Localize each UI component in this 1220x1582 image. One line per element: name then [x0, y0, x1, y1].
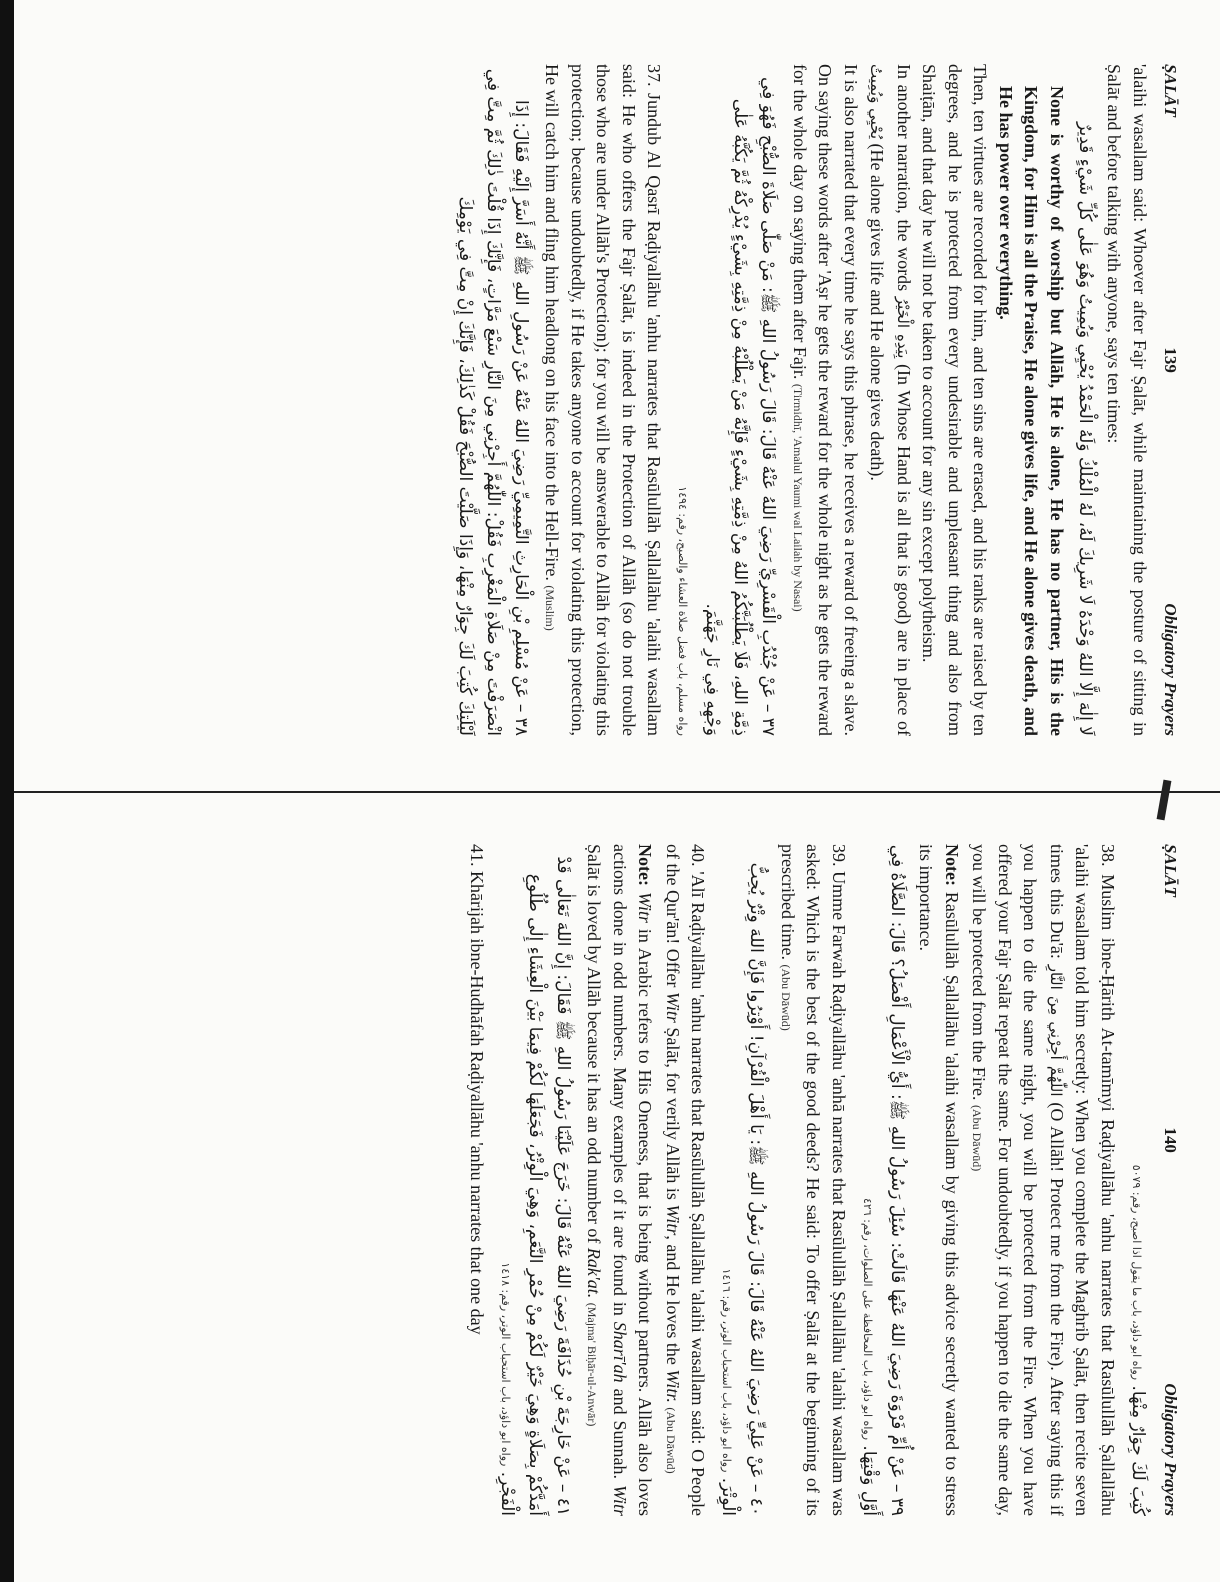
arabic-inline-dua: اللّٰهُمَّ أَجِرْنِي مِنَ النَّارِ	[1047, 964, 1065, 1097]
witr-term: Witr.	[663, 1369, 683, 1403]
paragraph-narration	[863, 64, 916, 736]
hadith-40-text-b: Ṣalāt, for verily Allāh is	[663, 1027, 683, 1200]
paragraph-virtues: Then, ten virtues are recorded for him, and ten sins are erased, and his ranks are raised by ten degrees, and he is protected from every undesirable and unpleasant thing and also from Shaiṭān, and that day he will not be taken to account for any sin except polytheism.	[919, 64, 991, 736]
binding-edge	[0, 0, 14, 1582]
hadith-39-text: 39. Umme Farwah Raḍiyallāhu 'anhā narrates that Rasūlullāh Ṣallallāhu 'alaihi wasallam was asked: Which is the best of the good deeds? He said: To offer Ṣalāt at the beginning of its prescribed time.	[778, 844, 849, 1516]
rakat-term: Rak'at.	[584, 1247, 605, 1299]
note-38	[913, 844, 964, 1516]
page-number: 140	[1161, 1127, 1180, 1153]
citation: (Abu Dāwūd)	[664, 1407, 678, 1474]
note-text-c: Ṣalāt is loved by Allāh because it has an odd number of	[584, 844, 605, 1244]
arabic-reference-38: رواه ابو داؤد، باب ما يقول اذا اصبح، رقم: ٥٠٧٩	[1130, 1164, 1143, 1381]
arabic-41-text: ٤١ – عَنْ خَارِجَةَ بْنِ حُذَافَةَ رَضِيَ اللهُ عَنْهُ قَالَ: خَرَجَ عَلَيْنَا رَسُولُ اللهِ ﷺ فَقَالَ: إِنَّ اللهَ تَعَالٰى قَدْ أَمَدَّكُمْ بِصَلَاةٍ وَهِيَ خَيْرٌ لَكُمْ مِنْ حُمْرِ النَّعَمِ، وَهِيَ الْوِتْرُ، فَجَعَلَهَا لَكُمْ فِيمَا بَيْنَ الْعِشَاءِ إِلٰى طُلُوعِ الْفَجْرِ.	[497, 856, 573, 1516]
arabic-39-text: ٣٩ – عَنْ أُمِّ فَرْوَةَ رَضِيَ اللهُ عَنْهَا قَالَتْ: سُئِلَ رَسُولُ اللهِ ﷺ: أَيُّ الْأَعْمَالِ أَفْضَلُ؟ قَالَ: الصَّلَاةُ فِي أَوَّلِ وَقْتِهَا.	[859, 844, 907, 1516]
dua-translation: None is worthy of worship but Allāh, He is alone, He has no partner, His is the Kingdom, for Him is all the Praise, He alone gives life, and He alone gives death, and He has power over everything.	[996, 86, 1067, 736]
witr-term: Witr	[663, 991, 683, 1023]
hadith-37-text: 37. Jundub Al Qasrī Raḍiyallāhu 'anhu narrates that Rasūlullāh Ṣallallāhu 'alaihi wasallam said: He who offers the Fajr Ṣalāt, is indeed in the Protection of Allāh (so do not trouble those who are under Allāh's Protection); for you will be answerable to Allāh for violating this protection; because undoubtedly, if He takes anyone to account for violating this protection, He will catch him and fling him headlong on his face into the Hell-Fire.	[542, 64, 665, 736]
running-head	[1160, 844, 1180, 1516]
arabic-hadith-38: ٣٨ – عَنْ مُسْلِمِ بْنِ الْحَارِثِ التَّمِيمِيِّ رَضِيَ اللهُ عَنْهُ عَنْ رَسُولِ اللهِ ﷺ أَنَّهُ أَسَرَّ إِلَيْهِ فَقَالَ: إِذَا انْصَرَفْتَ مِنْ صَلَاةِ الْمَغْرِبِ فَقُلْ: اللّٰهُمَّ أَجِرْنِي مِنَ النَّارِ سَبْعَ مَرَّاتٍ، فَإِنَّكَ إِذَا قُلْتَ ذٰلِكَ ثُمَّ مِتَّ فِي لَيْلَتِكَ كُتِبَ لَكَ جِوَارٌ مِنْهَا، وَإِذَا صَلَّيْتَ الصُّبْحَ فَقُلْ كَذٰلِكَ، فَإِنَّكَ إِنْ مِتَّ فِي يَوْمِكَ	[455, 68, 531, 736]
hadith-40-text-c: , and He loves the	[663, 1235, 683, 1365]
page-number: 139	[1161, 347, 1180, 373]
hadith-39	[773, 844, 852, 1516]
citation: (Tirmidhī, 'Amalul Yaumi wal Lailah by Nasai)	[791, 383, 805, 612]
running-head	[1160, 64, 1180, 736]
paragraph-intro: 'alaihi wasallam said: Whoever after Fajr Ṣalāt, while maintaining the posture of sitting in Ṣalāt and before talking with anyone, says ten times:	[1104, 64, 1150, 736]
arabic-hadith-38-end	[1122, 844, 1152, 1516]
witr-term: Witr	[610, 1484, 630, 1516]
page-fold-line	[14, 791, 1220, 793]
narration-text-c: (He alone gives life and He alone gives death).	[867, 143, 888, 481]
witr-term: Witr	[635, 891, 656, 923]
page-140	[80, 820, 1190, 1540]
hadith-38-text-a: 38. Muslim ibne-Ḥārith At-tamīmyi Raḍiyallāhu 'anhu narrates that Rasūlullāh Ṣallallāhu 'alaihi wasallam told him secretly: When you complete the Maghrib Ṣalāt, then recite seven times this Du'ā:	[1047, 844, 1118, 1516]
citation: (Abu Dāwūd)	[779, 964, 793, 1031]
arabic-reference-40: رواه ابو داؤد، باب استحباب الوتر، رقم: ١٤١٦	[720, 1268, 734, 1473]
arabic-reference-39: رواه ابو داؤد، باب المحافظة على الصلوات، رقم: ٤٢٦	[861, 1197, 874, 1441]
page-139	[80, 40, 1190, 760]
arabic-40-text: ٤٠ – عَنْ عَلِيٍّ رَضِيَ اللهُ عَنْهُ قَالَ: قَالَ رَسُولُ اللهِ ﷺ: يَا أَهْلَ الْقُرْآنِ! أَوْتِرُوا فَإِنَّ اللهَ وِتْرٌ يُحِبُّ الْوِتْرَ.	[718, 862, 767, 1516]
arabic-reference-41: رواه ابو داؤد، باب استحباب الوتر، رقم: ١٤١٨	[499, 1262, 512, 1467]
hadith-41: 41. Khārijah ibne-Hudhāfah Raḍiyallāhu 'anhu narrates that one day	[467, 844, 487, 1335]
note-text: Rasūlullāh Ṣallallāhu 'alaihi wasallam by giving this advice secretly wanted to stress its importance.	[916, 844, 962, 1517]
hadith-37	[537, 64, 667, 736]
note-label: Note:	[942, 844, 962, 886]
arabic-hadith-40	[713, 844, 771, 1516]
paragraph-reward	[785, 64, 864, 736]
note-text-a: in Arabic refers to His Oneness, that is being without partners. Allāh also loves actions done in odd numbers. Many examples of it are found in	[610, 844, 656, 1517]
arabic-inline-1: بِيَدِهِ الْخَيْرُ	[894, 296, 912, 359]
note-text-b: and Sunnah.	[610, 1388, 630, 1480]
arabic-reference-37: رواه مسلم، باب فضل صلاة العشاء والصبح، رقم: ١٤٩٤	[676, 486, 690, 736]
running-title: ṢALĀT	[1161, 844, 1180, 897]
arabic-inline-2: يُحْيِي وَيُمِيتُ	[867, 64, 886, 139]
note-40	[579, 844, 658, 1516]
citation: (Muslim)	[543, 585, 558, 631]
citation: (Abu Dāwūd)	[970, 1104, 985, 1172]
section-title: Obligatory Prayers	[1161, 603, 1180, 736]
shariah-term: Sharī'ah	[610, 1321, 630, 1383]
hadith-38-text-b: (O Allāh! Protect me from the Fire). After saying this if you happen to die the same night, you will be protected from the Fire. When you have offered your Fajr Ṣalāt repeat the same. For undoubtedly, if you happen to die the same day, you will be protected from the Fire.	[969, 844, 1067, 1516]
reward-text: It is also narrated that every time he says this phrase, he receives a reward of freeing a slave. On saying these words after 'Aṣr he gets the reward for the whole night as he gets the reward for the whole day on saying them after Fajr.	[790, 64, 861, 736]
narration-text-a: In another narration, the words	[894, 64, 914, 292]
citation: (Majma' Biḥār-ul-Anwār)	[585, 1302, 600, 1427]
arabic-hadith-41	[491, 844, 577, 1516]
hadith-38	[964, 844, 1120, 1516]
hadith-40-text-a: 40. 'Alī Raḍiyallāhu 'anhu narrates that Rasūlullāh Ṣallallāhu 'alaihi wasallam said: O People of the Qur'ān! Offer	[663, 844, 709, 1516]
hadith-40	[658, 844, 711, 1516]
running-title: ṢALĀT	[1161, 64, 1180, 117]
arabic-38-end-text: كُتِبَ لَكَ جِوَارٌ مِنْهَا.	[1128, 1385, 1148, 1516]
page-clip-mark	[1157, 780, 1172, 821]
arabic-hadith-37: ٣٧ – عَنْ جُنْدُبِ الْقَسْرِيِّ رَضِيَ اللهُ عَنْهُ قَالَ: قَالَ رَسُولُ اللهِ ﷺ: مَنْ صَلّٰى صَلَاةَ الصُّبْحِ فَهُوَ فِي ذِمَّةِ اللهِ، فَلَا يَطْلُبَنَّكُمُ اللهُ مِنْ ذِمَّتِهِ بِشَيْءٍ فَإِنَّهُ مَنْ يَطْلُبْهُ مِنْ ذِمَّتِهِ بِشَيْءٍ يُدْرِكْهُ ثُمَّ يَكُبَّهُ عَلٰى وَجْهِهِ فِي نَارِ جَهَنَّمَ.	[702, 77, 779, 736]
section-title: Obligatory Prayers	[1161, 1383, 1180, 1516]
arabic-dua: لَا إِلٰهَ إِلَّا اللهُ وَحْدَهُ لَا شَرِيكَ لَهُ، لَهُ الْمُلْكُ وَلَهُ الْحَمْدُ يُحْيِي وَيُمِيتُ وَهُوَ عَلٰى كُلِّ شَيْءٍ قَدِيرٌ	[1075, 122, 1095, 736]
arabic-hadith-39	[853, 844, 911, 1516]
note-label: Note:	[635, 844, 656, 886]
narration-text-b: (In Whose Hand is all that is good) are in place of	[894, 364, 914, 736]
witr-term: Witr	[663, 1204, 683, 1236]
